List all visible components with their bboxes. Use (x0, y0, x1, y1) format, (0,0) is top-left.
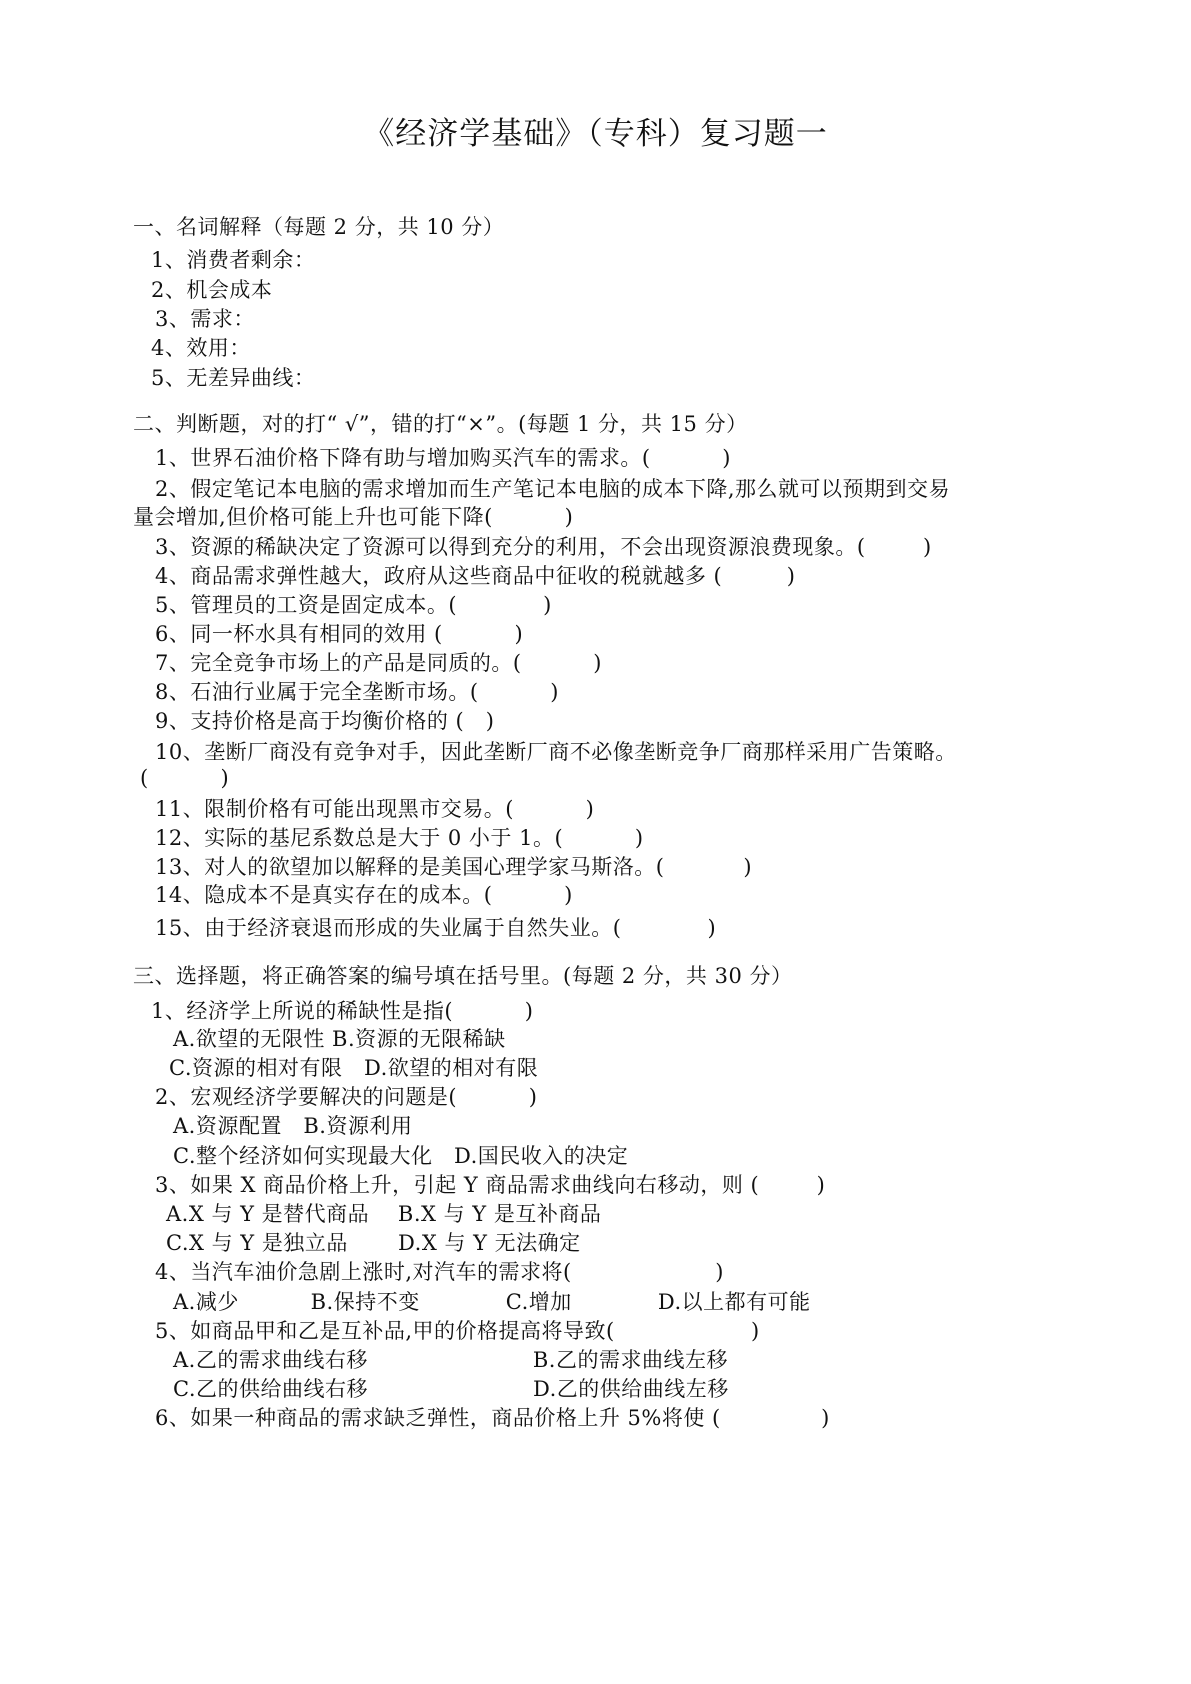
list-item: 8、石油行业属于完全垄断市场。( ) (155, 680, 559, 704)
list-item: 1、消费者剩余： (151, 248, 316, 272)
list-item: 6、同一杯水具有相同的效用 ( ) (155, 622, 524, 646)
list-item: C.X 与 Y 是独立品 D.X 与 Y 无法确定 (166, 1231, 581, 1255)
list-item: 5、如商品甲和乙是互补品,甲的价格提高将导致( ) (155, 1319, 760, 1343)
list-item: 1、世界石油价格下降有助与增加购买汽车的需求。( ) (155, 446, 731, 470)
page-title: 《经济学基础》（专科）复习题一 (363, 116, 828, 152)
list-item: A.乙的需求曲线右移 B.乙的需求曲线左移 (173, 1348, 728, 1372)
list-item: C.资源的相对有限 D.欲望的相对有限 (169, 1056, 539, 1080)
list-item: 6、如果一种商品的需求缺乏弹性，商品价格上升 5%将使 ( ) (155, 1406, 830, 1430)
list-item: 3、需求： (155, 307, 255, 331)
section-heading: 二、判断题，对的打“ √”，错的打“×”。(每题 1 分，共 15 分） (133, 412, 748, 436)
list-item: 4、当汽车油价急剧上涨时,对汽车的需求将( ) (155, 1260, 724, 1284)
list-item: 3、如果 X 商品价格上升，引起 Y 商品需求曲线向右移动，则 ( ) (155, 1173, 826, 1197)
list-item: 2、机会成本 (151, 278, 273, 302)
list-item: 14、隐成本不是真实存在的成本。( ) (155, 883, 573, 907)
list-item: A.X 与 Y 是替代商品 B.X 与 Y 是互补商品 (166, 1202, 602, 1226)
list-item: 7、完全竞争市场上的产品是同质的。( ) (155, 651, 602, 675)
section-heading: 三、选择题，将正确答案的编号填在括号里。(每题 2 分，共 30 分） (133, 964, 793, 988)
list-item: 13、对人的欲望加以解释的是美国心理学家马斯洛。( ) (155, 855, 753, 879)
list-item: 12、实际的基尼系数总是大于 0 小于 1。( ) (155, 826, 644, 850)
list-item: A.欲望的无限性 B.资源的无限稀缺 (173, 1027, 506, 1051)
list-item: A.资源配置 B.资源利用 (173, 1114, 413, 1138)
list-item: 2、宏观经济学要解决的问题是( ) (155, 1085, 538, 1109)
list-item: 4、效用： (151, 336, 251, 360)
list-item: 2、假定笔记本电脑的需求增加而生产笔记本电脑的成本下降,那么就可以预期到交易 (155, 477, 951, 501)
list-item: 10、垄断厂商没有竞争对手，因此垄断厂商不必像垄断竞争厂商那样采用广告策略。 (155, 740, 957, 764)
list-item: 9、支持价格是高于均衡价格的 ( ) (155, 709, 495, 733)
list-item: 量会增加,但价格可能上升也可能下降( ) (133, 505, 574, 529)
section-heading: 一、名词解释（每题 2 分，共 10 分） (133, 215, 505, 239)
list-item: 3、资源的稀缺决定了资源可以得到充分的利用，不会出现资源浪费现象。( ) (155, 535, 932, 559)
list-item: A.减少 B.保持不变 C.增加 D.以上都有可能 (173, 1290, 811, 1314)
list-item: 11、限制价格有可能出现黑市交易。( ) (155, 797, 595, 821)
list-item: C.乙的供给曲线右移 D.乙的供给曲线左移 (173, 1377, 729, 1401)
list-item: 15、由于经济衰退而形成的失业属于自然失业。( ) (155, 916, 717, 940)
list-item: 5、管理员的工资是固定成本。( ) (155, 593, 552, 617)
list-item: ( ) (140, 766, 230, 790)
list-item: 4、商品需求弹性越大，政府从这些商品中征收的税就越多 ( ) (155, 564, 796, 588)
list-item: 1、经济学上所说的稀缺性是指( ) (151, 999, 534, 1023)
list-item: 5、无差异曲线： (151, 366, 316, 390)
list-item: C.整个经济如何实现最大化 D.国民收入的决定 (173, 1144, 629, 1168)
